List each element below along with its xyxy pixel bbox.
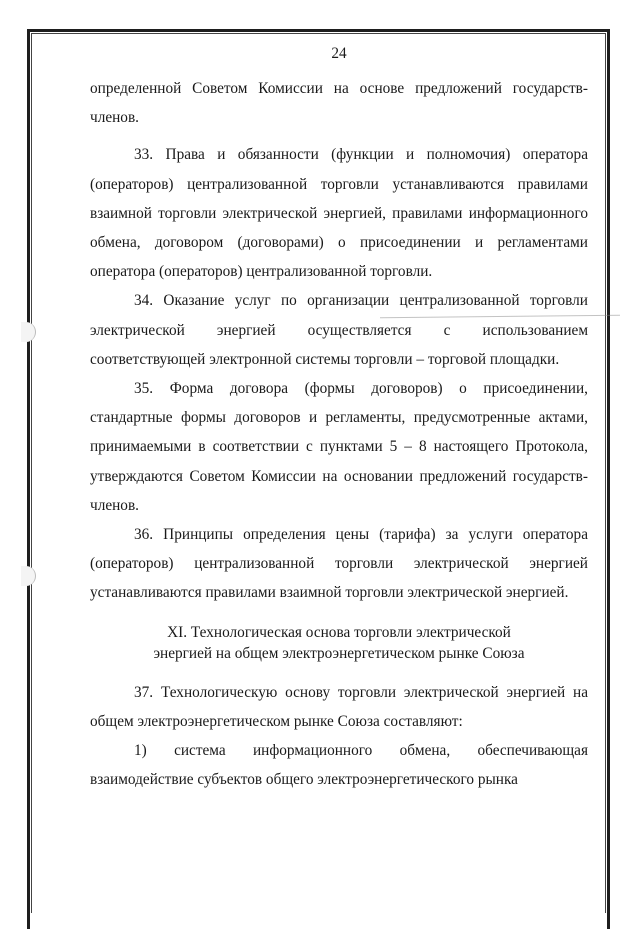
section-heading-line-1: XI. Технологическая основа торговли электрической xyxy=(167,623,511,641)
paragraph-37: 37. Технологическую основу торговли электрической энергией на общем электроэнергетическом рынке Союза составляют: xyxy=(90,683,588,730)
paragraph-34: 34. Оказание услуг по организации централизованной торговли электрической энергией осуществляется с использованием соответствующей электронной системы торговли – торговой площадки. xyxy=(90,292,588,368)
document-body xyxy=(90,44,588,794)
paragraph-37-item-1: 1) система информационного обмена, обеспечивающая взаимодействие субъектов общего электроэнергетического рынка xyxy=(90,742,588,789)
page-number: 24 xyxy=(331,45,347,62)
paragraph-35: 35. Форма договора (формы договоров) о присоединении, стандартные формы договоров и регламенты, предусмотренные актами, принимаемыми в соответствии с пунктами 5 – 8 настоящего Протокола, утверждаются Советом Комиссии на основании предложений государств-членов. xyxy=(90,380,588,514)
paragraph-continuation: определенной Советом Комиссии на основе предложений государств-членов. xyxy=(90,80,588,127)
section-heading-line-2: энергией на общем электроэнергетическом рынке Союза xyxy=(153,644,525,662)
paragraph-33: 33. Права и обязанности (функции и полномочия) оператора (операторов) централизованной торговли устанавливаются правилами взаимной торговли электрической энергией, правилами информационного обмена, договором (договорами) о присоединении и регламентами оператора (операторов) централизованной торговли. xyxy=(90,146,588,281)
paragraph-36: 36. Принципы определения цены (тарифа) за услуги оператора (операторов) централизованной торговли электрической энергией устанавливаются правилами взаимной торговли электрической энергией. xyxy=(90,526,588,602)
spacer xyxy=(90,132,588,140)
section-heading xyxy=(90,622,588,664)
